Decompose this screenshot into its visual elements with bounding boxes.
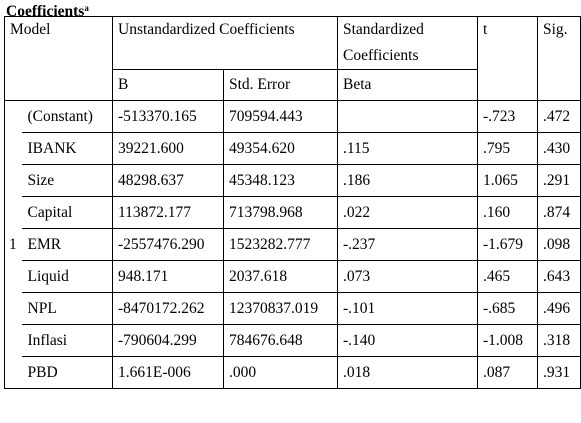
table-row: [5, 197, 581, 229]
header-model: Model: [5, 17, 113, 101]
row-t: .087: [478, 357, 538, 389]
row-std-error: 1523282.777: [224, 229, 338, 261]
row-beta: [338, 101, 478, 133]
header-standardized-line1: Standardized: [343, 21, 424, 38]
row-sig: .472: [538, 101, 581, 133]
row-b: 113872.177: [113, 197, 224, 229]
row-sig: .496: [538, 293, 581, 325]
header-t: t: [478, 17, 538, 101]
row-variable: Inflasi: [22, 325, 113, 357]
row-sig: .291: [538, 165, 581, 197]
table-title: [6, 0, 89, 16]
row-t: 1.065: [478, 165, 538, 197]
row-sig: .318: [538, 325, 581, 357]
row-variable: IBANK: [22, 133, 113, 165]
row-variable: Size: [22, 165, 113, 197]
row-b: -2557476.290: [113, 229, 224, 261]
table-title-superscript: a: [84, 3, 89, 13]
table-title-text: Coefficients: [6, 3, 85, 16]
table-row: [5, 101, 581, 133]
row-t: -1.679: [478, 229, 538, 261]
row-beta: -.101: [338, 293, 478, 325]
header-unstandardized-coefficients: Unstandardized Coefficients: [113, 17, 338, 70]
row-std-error: 45348.123: [224, 165, 338, 197]
header-beta: Beta: [338, 70, 478, 101]
row-b: -8470172.262: [113, 293, 224, 325]
row-b: -790604.299: [113, 325, 224, 357]
row-beta: -.140: [338, 325, 478, 357]
row-b: 48298.637: [113, 165, 224, 197]
row-variable: PBD: [22, 357, 113, 389]
row-beta: .186: [338, 165, 478, 197]
row-variable: Liquid: [22, 261, 113, 293]
row-std-error: 784676.648: [224, 325, 338, 357]
row-std-error: 49354.620: [224, 133, 338, 165]
row-b: 1.661E-006: [113, 357, 224, 389]
row-beta: -.237: [338, 229, 478, 261]
row-std-error: 12370837.019: [224, 293, 338, 325]
header-sig: Sig.: [538, 17, 581, 101]
header-standardized-coefficients: [338, 17, 478, 70]
row-sig: .931: [538, 357, 581, 389]
coefficients-table: [4, 16, 581, 389]
row-beta: .018: [338, 357, 478, 389]
row-t: -.685: [478, 293, 538, 325]
header-standardized-line2: Coefficients: [343, 47, 419, 64]
row-sig: .098: [538, 229, 581, 261]
row-std-error: 2037.618: [224, 261, 338, 293]
table-row: [5, 229, 581, 261]
row-variable: NPL: [22, 293, 113, 325]
table-row: [5, 357, 581, 389]
row-t: .795: [478, 133, 538, 165]
row-sig: .430: [538, 133, 581, 165]
row-beta: .073: [338, 261, 478, 293]
row-b: 39221.600: [113, 133, 224, 165]
table-row: [5, 133, 581, 165]
header-std-error: Std. Error: [224, 70, 338, 101]
row-sig: .874: [538, 197, 581, 229]
row-t: .160: [478, 197, 538, 229]
row-b: -513370.165: [113, 101, 224, 133]
row-std-error: 709594.443: [224, 101, 338, 133]
table-row: [5, 165, 581, 197]
table-row: [5, 293, 581, 325]
model-number-cell: 1: [5, 101, 22, 389]
row-variable: (Constant): [22, 101, 113, 133]
header-b: B: [113, 70, 224, 101]
row-t: -.723: [478, 101, 538, 133]
row-std-error: 713798.968: [224, 197, 338, 229]
row-std-error: .000: [224, 357, 338, 389]
row-t: -1.008: [478, 325, 538, 357]
row-variable: Capital: [22, 197, 113, 229]
header-row-1: [5, 17, 581, 70]
row-sig: .643: [538, 261, 581, 293]
row-beta: .115: [338, 133, 478, 165]
row-variable: EMR: [22, 229, 113, 261]
table-header: [5, 17, 581, 101]
row-t: .465: [478, 261, 538, 293]
row-b: 948.171: [113, 261, 224, 293]
row-beta: .022: [338, 197, 478, 229]
table-row: [5, 325, 581, 357]
table-body: [5, 101, 581, 389]
table-row: [5, 261, 581, 293]
